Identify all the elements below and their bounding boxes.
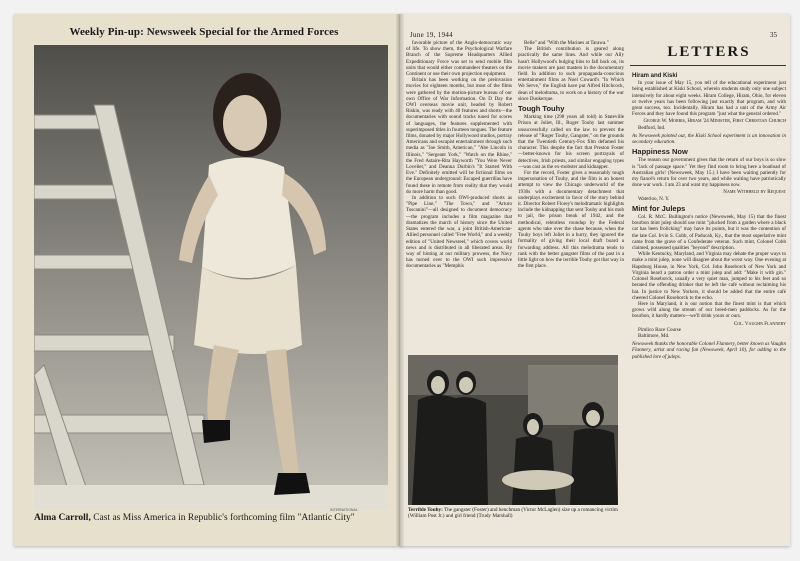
letter-body: Col. R. McC. Bullington's notice (Newsweek, May 15) that the finest bourbon mint julep should use mint "plucked from a garden where a black cat has been frolicking" may have its points, but it was the contention of the late Col. Irvin S. Cobb, of Paducah, Ky., that the most superlative mint came from the grave of a Confederate veteran. Such mint, Colonel Cobb claimed, possessed qualities "beyond" description. — [632, 214, 786, 252]
caption-text: Cast as Miss America in Republic's forthcoming film "Atlantic City" — [93, 513, 355, 523]
pinup-header: Weekly Pin-up: Newsweek Special for the Armed Forces — [69, 26, 339, 38]
page-gutter — [396, 14, 404, 546]
article-paragraph: Marking time (298 years all told) in Stateville Prison at Joliet, Ill., Roger Touhy last summer unsuccessfully called on the law to prevent the release of "Roger Touhy, Gangster," on the grounds that the Twentieth Century-Fox film defamed his character. This despite the fact that Preston Foster—better-known for his screen portrayals of detectives, Irish priests, and similar engaging types—was cast as the ex-mobster and kidnapper. — [518, 114, 624, 170]
article-paragraph: In addition to such OWI-produced shorts as "Pipe Line," "The Town," and "Arturo Toscanini"—all designed to document democracy—the program includes a film magazine that dramatizes the march of history since the United States entered the war, a joint British-American-Allied personnel called "Free World," and a weekly edition of "United Newsreel," which covers world news and is distributed in all liberated areas. By way of hinting at our military prowess, the Navy has turned over to the OWI such impressive documentaries as "Memphis — [406, 195, 512, 270]
article-column-2 — [518, 40, 624, 360]
caption-name: Alma Carroll, — [34, 513, 91, 523]
letter-location: Bedford, Ind. — [638, 124, 666, 131]
letter-signature: Name Withheld by Request — [723, 189, 786, 196]
letter-body: While Kentucky, Maryland, and Virginia may debate the proper ways to make a mint julep, none will disagree about the worst way. One evening at Hapsburg House, in New York, Col. John Roseborck of New York and Virginia heard a patron order a mint julep and add: "Make it with gin." Colonel Roseborck, usually a very quiet man, jumped to his feet and so berated the offending drinker that he left the café without reclaiming his hat. In justice to New Yorkers, it should be added that the entire café cheered Colonel Roseborck to the echo. — [632, 251, 786, 301]
letter-body: The reason our government gives that the return of our boys is so slow is "lack of passage space." Yet they find room to bring here a boatload of Australian girls! (Newsweek, May 15.) I have been waiting patiently for my fiancé's return for over two years, and while waiting have patriotically done war work. I am 23 and want my happiness now. — [632, 157, 786, 189]
letter-body: Here in Maryland, it is our notion that the finest mint is that which grows wild along the stream of our breed-men paddocks. As for the bourbon, it hardly matters—we'll drink yours or ours. — [632, 300, 786, 320]
letter-heading: Happiness Now — [632, 147, 688, 157]
film-still-caption — [408, 507, 623, 519]
caption-label: Terrible Touhy: — [408, 507, 443, 513]
letters-heading: LETTERS — [667, 44, 751, 60]
article-column-1 — [406, 40, 512, 360]
letter-signature: Col. Vaughn Flannery — [733, 320, 786, 327]
pinup-photo — [34, 45, 388, 510]
letter-location: Waterloo, N. Y. — [638, 195, 670, 202]
article-paragraph: The British contribution is geared along practically the same lines. And while our Ally hasn't Hollywood's bulging bins to fall back on, its movie makers are past masters in the documentary field. In addition to such propaganda-conscious entertainment films as Noel Coward's "In Which We Serve," the English have put Alfred Hitchcock, dean of melodrama, to work on a history of the war since Dunkerque. — [518, 46, 624, 102]
pinup-caption — [34, 513, 388, 523]
letter-signature: George W. Morris, Hiram '24 Minister, First Christian Church — [643, 118, 786, 125]
letters-rule — [630, 65, 786, 66]
article-paragraph: Britain has been working on the preinvasion movies for eighteen months, but most of the films were gathered by the motion-picture bureau of our own Office of War Information. On D Day the OWI overseas movie unit, headed by Robert Riskin, was ready with 40 features and shorts—the documentaries with sound tracks tuned for scores of languages, the features supplemented with superimposed titles in fourteen tongues. The feature films, donated by major Hollywood studios, portray Americans and escapist entertainment through such media as "Joe Smith, American," "Abe Lincoln in Illinois," "Sergeant York," "Watch on the Rhine," the Fred Astaire-Rita Hayworth "You Were Never Lovelier," and Deanna Durbin's "It Started With Eve." Definitely omitted will be fictional films on the European underground: Escaped guerrillas have found these in remote from reality that they would do more harm than good. — [406, 77, 512, 195]
photo-credit: INTERNATIONAL — [330, 508, 358, 512]
letter-location: Pimlico Race Course — [638, 326, 682, 333]
letter-location: Baltimore, Md. — [638, 332, 670, 339]
article-paragraph: favorable picture of the Anglo-democratic way of life. To show them, the Psychological Warfare Branch of the Supreme Headquarters Allied Expeditionary Force was set to send mobile film units that would either commandeer theaters on the Continent or use their own projection equipment. — [406, 40, 512, 78]
article-paragraph: For the record, Foster gives a reasonably tough impersonation of Touhy, and the film is an honest attempt to view the Chicago underworld of the 1930s with a documentary detachment that underplays excitement in favor of the story behind it. Director Robert Florey's melodramatic highlights include the kidnapping that sent Touhy and his mob to jail, the prison break of 1942, and the methodical, relentless roundup by the Federal agents who take over the chase because, when the Touhy boys left Joliet in a hurry, they ignored the formality of giving their local draft board a forwarding address. All this melodrama tends to rank with the better gangster films of the past in a little light on how the terrible Touhy got that way in the first place. — [518, 170, 624, 270]
caption-text: The gangster (Foster) and henchman (Victor McLaglen) size up a romancing victim (William Post Jr.) and girl friend (Trudy Marshall) — [408, 507, 618, 520]
film-still-photo — [408, 355, 618, 505]
editor-note: As Newsweek pointed out, the Kiski School experiment is an innovation in secondary education. — [632, 132, 786, 146]
article-paragraph: Belle" and "With the Marines at Tarawa." — [524, 40, 609, 46]
running-date: June 19, 1944 — [410, 31, 453, 39]
page-number: 35 — [770, 31, 777, 39]
letter-heading: Hiram and Kiski — [632, 73, 678, 79]
letter-heading: Mint for Juleps — [632, 203, 686, 213]
editor-note: Newsweek thanks the honorable Colonel Flannery, better known as Vaughn Flannery, artist and racing fan (Newsweek, April 10), for adding to the published lore of juleps. — [632, 341, 786, 360]
letters-column — [632, 70, 786, 540]
letter-body: In your issue of May 15, you tell of the educational experiment just being established at Kiski School, wherein students study only one subject intensively for about eight weeks. Hiram College, Hiram, Ohio, for eleven or twelve years has been following just exactly that program, and with great success, too. Incidentally, Hiram has had a unit of the Army Air Forces and they have found this program "just what the general ordered." — [632, 80, 786, 118]
tough-touhy-heading: Tough Touhy — [518, 104, 565, 114]
